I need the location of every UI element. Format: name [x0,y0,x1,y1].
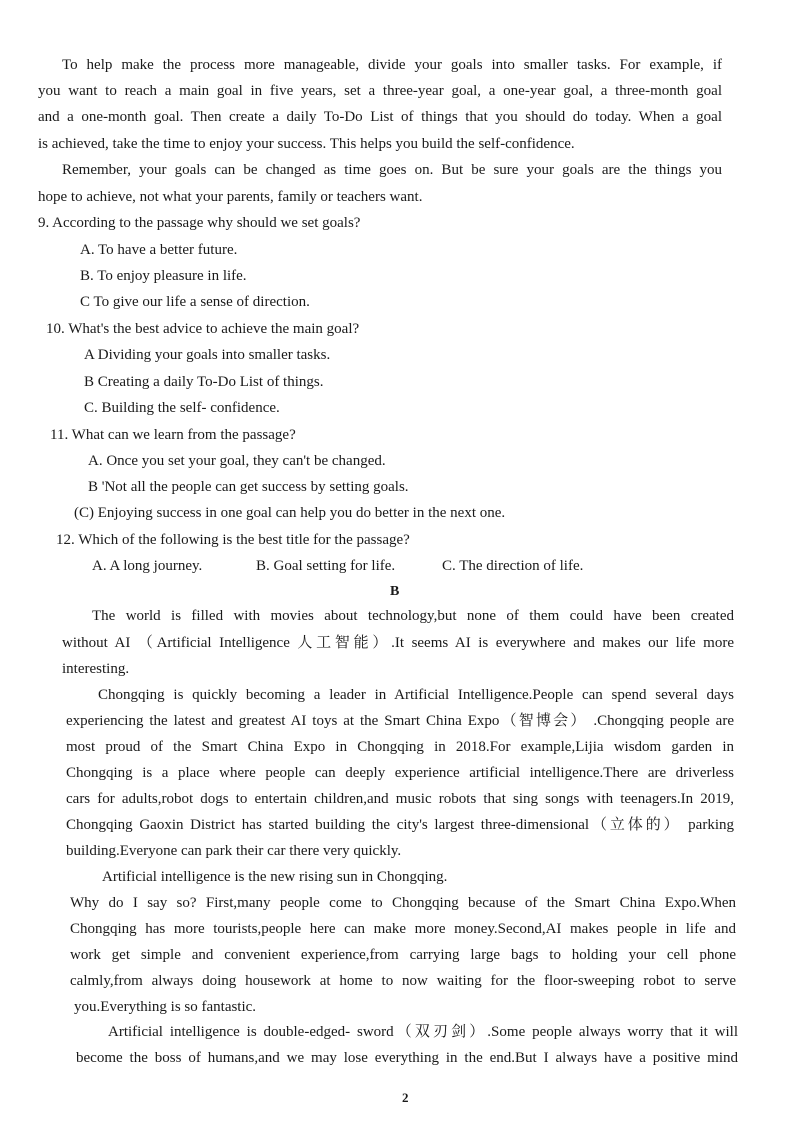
passage-b-p4-line: Why do I say so? First,many people come to Chongqing because of the Smart China Expo.When [70,895,736,911]
passage-b-p2-line: cars for adults,robot dogs to entertain children,and music robots that sing songs with teenagers.In 2019, [66,791,734,807]
passage-b-p2-line: Chongqing is a place where people can deeply experience artificial intelligence.There are driverless [66,765,734,781]
passage-b-p4-line: work get simple and convenient experience,from carrying large bags to holding your cell phone [70,947,736,963]
question-11-option-c: (C) Enjoying success in one goal can help you do better in the next one. [74,505,506,521]
passage-b-p4-line: Chongqing has more tourists,people here can make more money.Second,AI makes people in life and [70,921,736,937]
passage-b-p2-line: most proud of the Smart China Expo in Chongqing in 2018.For example,Lijia wisdom garden in [66,739,734,755]
question-12-option-c: C. The direction of life. [442,558,584,574]
passage-b-p5-line: become the boss of humans,and we may lose everything in the end.But I always have a positive mind [76,1050,738,1066]
passage-a-para1-line: To help make the process more manageable, divide your goals into smaller tasks. For example, if [62,57,722,73]
passage-a-para1-line: you want to reach a main goal in five years, set a three-year goal, a one-year goal, a three-month goal [38,83,722,99]
passage-b-p2-line: experiencing the latest and greatest AI toys at the Smart China Expo（智博会） .Chongqing people are [66,713,734,729]
passage-b-title: B [390,584,400,599]
question-9-option-a: A. To have a better future. [80,242,238,258]
question-11-stem: 11. What can we learn from the passage? [50,427,296,443]
passage-b-p1-line: interesting. [62,661,130,677]
question-10-option-a: A Dividing your goals into smaller tasks. [84,347,331,363]
passage-b-p4-line: calmly,from always doing housework at home to now waiting for the floor-sweeping robot to serve [70,973,736,989]
page-number: 2 [402,1090,409,1105]
question-11-option-b: B 'Not all the people can get success by setting goals. [88,479,409,495]
question-10-option-b: B Creating a daily To-Do List of things. [84,374,324,390]
question-9-option-b: B. To enjoy pleasure in life. [80,268,247,284]
passage-a-para2-line: hope to achieve, not what your parents, family or teachers want. [38,189,423,205]
question-10-option-c: C. Building the self- confidence. [84,400,280,416]
passage-b-p4-line: you.Everything is so fantastic. [74,999,257,1015]
passage-b-p1-line: The world is filled with movies about technology,but none of them could have been created [92,608,734,624]
question-9-stem: 9. According to the passage why should we set goals? [38,215,361,231]
question-9-option-c: C To give our life a sense of direction. [80,294,310,310]
question-12-option-b: B. Goal setting for life. [256,558,396,574]
question-10-stem: 10. What's the best advice to achieve the main goal? [46,321,360,337]
passage-b-p1-line: without AI （Artificial Intelligence 人工智能）.It seems AI is everywhere and makes our life more [62,635,734,651]
passage-b-p2-line: Chongqing is quickly becoming a leader in Artificial Intelligence.People can spend several days [98,687,734,703]
passage-b-p2-line: Chongqing Gaoxin District has started building the city's largest three-dimensional（立体的） parking [66,817,734,833]
question-12-stem: 12. Which of the following is the best title for the passage? [56,532,410,548]
passage-a-para1-line: and a one-month goal. Then create a daily To-Do List of things that you should do today. When a goal [38,109,722,125]
question-11-option-a: A. Once you set your goal, they can't be changed. [88,453,386,469]
question-12-option-a: A. A long journey. [92,558,203,574]
passage-a-para1-line: is achieved, take the time to enjoy your success. This helps you build the self-confidence. [38,136,575,152]
passage-a-para2-line: Remember, your goals can be changed as time goes on. But be sure your goals are the things you [62,162,722,178]
passage-b-p3-line: Artificial intelligence is the new rising sun in Chongqing. [102,869,448,885]
passage-b-p5-line: Artificial intelligence is double-edged- sword（双刃剑）.Some people always worry that it will [108,1024,738,1040]
passage-b-p2-line: building.Everyone can park their car there very quickly. [66,843,402,859]
